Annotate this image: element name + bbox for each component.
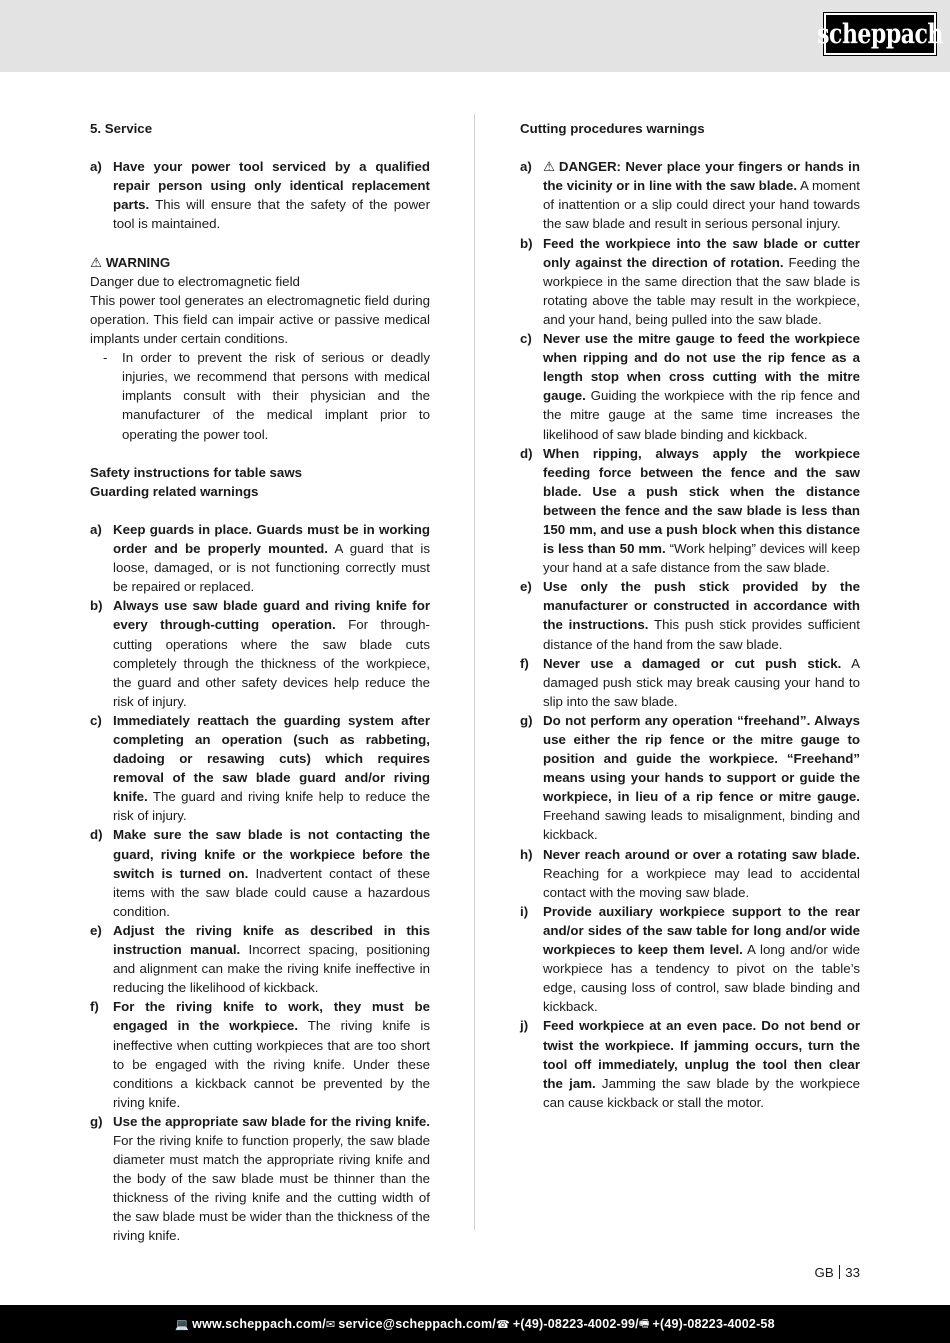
item-label: a) [90,159,102,175]
list-item [90,157,430,233]
item-bold-text: Use only the push stick provided by the manufacturer or constructed in accordance with the instructions. [543,579,860,633]
item-bold-text: Use the appropriate saw blade for the riving knife. [113,1113,430,1129]
list-item [520,711,860,845]
item-label: a) [520,159,532,175]
list-item [520,902,860,1017]
footer-email-link[interactable]: service@scheppach.com [338,1317,493,1331]
item-label: c) [520,331,532,347]
fax-icon: 🖷 [638,1317,650,1330]
list-item [90,1112,430,1246]
warning-triangle-icon: ⚠ [543,159,555,175]
item-bold-text: DANGER: Never place your fingers or hands in the vicinity or in line with the saw blade. [543,159,860,194]
item-bold-text: Never reach around or over a rotating saw blade. [543,846,860,862]
item-bold-text: Provide auxiliary workpiece support to the rear and/or sides of the saw table for long and/or wide workpieces to keep them level. [543,903,860,958]
warning-paragraph: This power tool generates an electromagnetic field during operation. This field can impair active or passive medical implants under certain conditions. [90,292,430,347]
item-text: A long and/or wide workpiece has a tendency to pivot on the table’s edge, causing loss of control, saw blade binding and kickback. [543,942,861,1015]
item-label: j) [520,1018,529,1034]
left-column [90,119,430,1246]
guarding-heading: Guarding related warnings [90,483,259,499]
safety-heading: Safety instructions for table saws [90,464,303,480]
item-label: d) [90,827,103,843]
item-text: Reaching for a workpiece may lead to accidental contact with the moving saw blade. [543,865,860,900]
item-text: For the riving knife to function properly, the saw blade diameter must match the appropriate riving knife and the body of the saw blade must be thinner than the thickness of the riving knife and the cutting width of the saw blade must be wider than the thickness of the riving knife. [113,1132,430,1244]
list-item [90,825,430,920]
item-text: Freehand sawing leads to misalignment, binding and kickback. [543,808,860,843]
item-label: e) [90,922,102,938]
warning-heading: ⚠ WARNING [90,253,430,272]
item-label: g) [90,1113,103,1129]
item-label: b) [520,235,533,251]
list-item [90,997,430,1112]
list-item [520,1016,860,1111]
footer-web-link[interactable]: www.scheppach.com [192,1317,323,1331]
list-item [90,596,430,711]
item-bold-text: Make sure the saw blade is not contacting the guard, riving knife or the workpiece before the switch is turned on. [113,827,430,881]
item-bold-text: Never use the mitre gauge to feed the workpiece when ripping and do not use the rip fence as a length stop when cross cutting with the mitre gauge. [543,331,860,404]
list-item [520,329,860,444]
list-item [520,577,860,653]
item-label: e) [520,579,532,595]
item-text: A guard that is loose, damaged, or is not functioning correctly must be repaired or replaced. [113,541,430,595]
item-text: Feeding the workpiece in the same direction that the saw blade is rotating above the table may result in the workpiece, and your hand, being pulled into the saw blade. [543,254,860,327]
item-bold-text: Immediately reattach the guarding system after completing an operation (such as rabbeting, dadoing or resawing cuts) which requires removal of the saw blade guard and/or riving knife. [113,712,430,805]
cutting-heading: Cutting procedures warnings [520,121,705,136]
warning-line: Danger due to electromagnetic field [90,273,300,289]
cutting-list [520,157,860,1112]
list-item [520,654,860,711]
footer-fax: +(49)-08223-4002-58 [652,1317,775,1331]
item-label: g) [520,712,533,728]
page-number: GB 33 [814,1265,860,1280]
item-label: c) [90,712,102,728]
column-divider [474,114,475,1230]
item-text: The guard and riving knife help to reduce the risk of injury. [113,789,430,824]
item-text: For through-cutting operations where the saw blade cuts completely through the thickness of the workpiece, the guard and other safety devices help reduce the risk of injury. [113,617,430,709]
item-bold-text: Keep guards in place. Guards must be in working order and be properly mounted. [113,521,430,557]
item-text: Guiding the workpiece with the rip fence and the mitre gauge at the same time increases the likelihood of saw blade binding and kickback. [543,388,860,442]
service-heading: 5. Service [90,121,153,136]
list-item [90,921,430,997]
list-item [520,845,860,902]
item-text: A moment of inattention or a slip could direct your hand towards the saw blade and result in serious personal injury. [543,178,860,232]
list-item [520,157,860,233]
service-list [90,157,430,233]
list-item [520,234,860,329]
item-bold-text: Feed workpiece at an even pace. Do not bend or twist the workpiece. If jamming occurs, turn the tool off immediately, unplug the tool then clear the jam. [543,1018,860,1091]
item-bold-text: Feed the workpiece into the saw blade or cutter only against the direction of rotation. [543,235,860,270]
list-item [90,711,430,826]
item-text: Jamming the saw blade by the workpiece can cause kickback or stall the motor. [543,1075,860,1110]
item-bold-text: Do not perform any operation “freehand”. Always use either the rip fence or the mitre gauge to position and guide the workpiece. “Freehand” means using your hands to support or guide the workpiece, in lieu of a rip fence or mitre gauge. [543,712,860,805]
item-text: This push stick provides sufficient distance of the hand from the saw blade. [543,617,860,652]
item-label: a) [90,521,102,537]
item-label: f) [90,999,99,1015]
item-text: Inadvertent contact of these items with the saw blade could cause a hazardous condition. [113,865,431,919]
item-text: The riving knife is ineffective when cutting workpieces that are too short to be engaged with the riving knife. Under these conditions a kickback cannot be prevented by the riving knife. [113,1018,430,1110]
item-bold-text: For the riving knife to work, they must be engaged in the workpiece. [113,999,430,1034]
item-text: “Work helping” devices will keep your hand at a safe distance from the saw blade. [543,541,860,576]
list-item [520,444,860,578]
item-bold-text: Always use saw blade guard and riving knife for every through-cutting operation. [113,598,430,633]
item-bold-text: Adjust the riving knife as described in this instruction manual. [113,922,430,958]
item-bold-text: When ripping, always apply the workpiece feeding force between the fence and the saw blade. Use a push stick when the distance between the fence and the saw blade is less than 150 mm, and use a push block when this distance is less than 50 mm. [543,445,860,557]
item-label: h) [520,846,533,862]
brand-logo: scheppach [824,13,936,55]
guard-list [90,520,430,1246]
item-text: A damaged push stick may break causing your hand to slip into the saw blade. [543,655,860,709]
header-bar [0,0,950,72]
footer-phone: +(49)-08223-4002-99 [512,1317,636,1331]
right-column [520,119,860,1112]
list-item [90,520,430,596]
computer-icon: 💻 [175,1318,190,1331]
item-label: b) [90,598,103,614]
mail-icon: ✉ [325,1318,336,1331]
warning-bullet: - In order to prevent the risk of serious or deadly injuries, we recommend that persons with medical implants consult with their physician and the manufacturer of the medical implant prior to operating the power tool. [103,350,430,442]
footer-bar: 💻 www.scheppach.com / ✉ service@scheppach.com / ☎ +(49)-08223-4002-99 / 🖷 +(49)-08223-4002-58 [0,1305,950,1343]
phone-icon: ☎ [495,1318,510,1331]
item-label: d) [520,445,533,461]
item-label: f) [520,655,529,671]
item-bold-text: Have your power tool serviced by a qualified repair person using only identical replacement parts. [113,159,430,213]
warning-triangle-icon: ⚠ [90,254,102,270]
item-text: Incorrect spacing, positioning and alignment can make the riving knife ineffective in reducing the likelihood of kickback. [113,942,430,996]
item-bold-text: Never use a damaged or cut push stick. [543,655,842,671]
item-text: This will ensure that the safety of the power tool is maintained. [113,197,430,232]
item-label: i) [520,903,529,919]
